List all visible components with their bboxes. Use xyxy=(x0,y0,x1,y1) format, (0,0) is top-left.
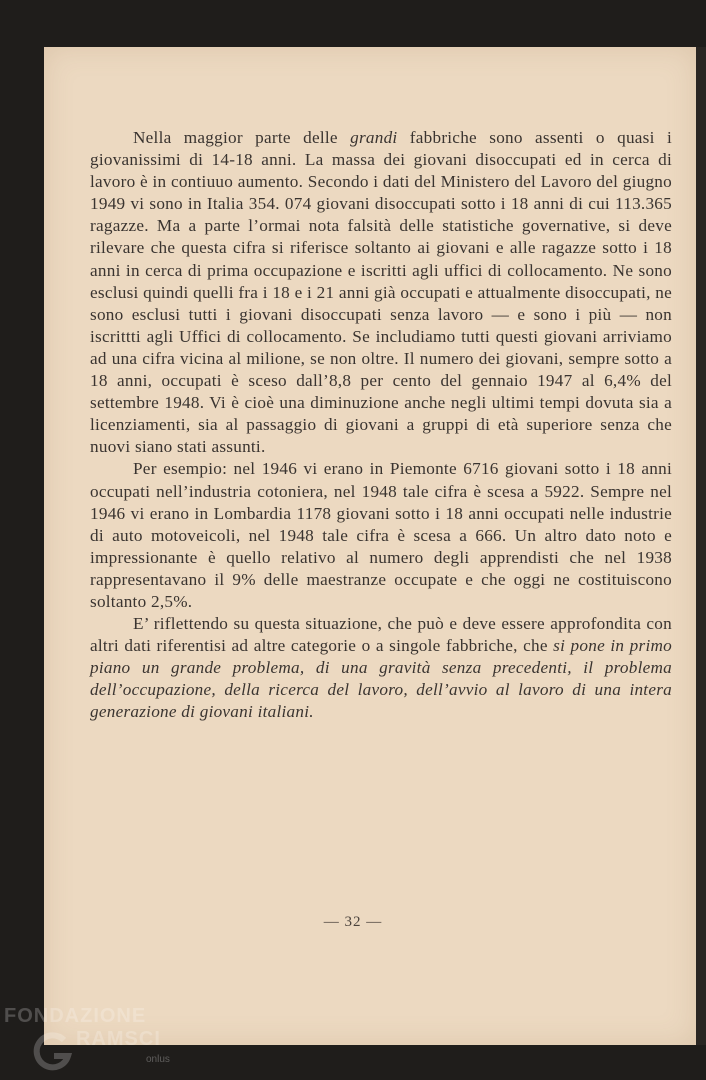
body-text xyxy=(90,127,672,724)
watermark-line1: FONDAZIONE xyxy=(4,1005,147,1027)
page-number: — 32 — xyxy=(323,914,383,930)
fondazione-logo-icon xyxy=(30,1030,74,1074)
paragraph-3 xyxy=(90,613,672,723)
paragraph-2: Per esempio: nel 1946 vi erano in Piemonte 6716 giovani sotto i 18 anni occupati nell’industria cotoniera, nel 1948 tale cifra è scesa a 5922. Sempre nel 1946 vi erano in Lombardia 1178 giovani sotto i 18 anni occupati nelle industrie di auto motoveicoli, nel 1948 tale cifra è scesa a 666. Un altro dato noto e impressionante è quello relativo al numero degli apprendisti che nel 1938 rappresentavano il 9% delle maestranze occupate e che oggi ne costituiscono soltanto 2,5%. xyxy=(90,459,672,611)
emphasis-grandi: grandi xyxy=(350,128,398,147)
watermark-onlus: onlus xyxy=(146,1054,170,1065)
paragraph-3-plain: E’ riflettendo su questa situazione, che può e deve essere approfondita con altri dati riferentisi ad altre categorie o a singole fabbriche, che xyxy=(90,614,672,656)
page-edge xyxy=(696,47,706,1045)
paragraph-3-italic: si pone in primo piano un grande problema, di una gravità senza precedenti, il problema dell’occupazione, della ricerca del lavoro, dell’avvio al lavoro di una intera generazione di giovani italiani. xyxy=(90,636,672,722)
paragraph-1 xyxy=(90,127,672,458)
paragraph-1-rest: fabbriche sono assenti o quasi i giovanissimi di 14-18 anni. La massa dei giovani disoccupati ed in cerca di lavoro è in contiuuo aumento. Secondo i dati del Ministero del Lavoro del giugno 1949 vi sono in Italia 354. 074 giovani disoccupati sotto i 18 anni di cui 113.365 ragazze. Ma a parte l’ormai nota falsità delle statistiche governative, si deve rilevare che questa cifra si riferisce soltanto ai giovani e alle ragazze sotto i 18 anni in cerca di prima occupazione e iscritti agli uffici di collocamento. Ne sono esclusi quindi quelli fra i 18 e i 21 anni già occupati e attualmente disoccupati, ne sono esclusi tutti i giovani disoccupati senza lavoro — e sono i più — non iscrittti agli Uffici di collocamento. Se includiamo tutti questi giovani arriviamo ad una cifra vicina al milione, se non oltre. Il numero dei giovani, sempre sotto a 18 anni, occupati è sceso dall’8,8 per cento del gennaio 1947 al 6,4% del settembre 1948. Vi è cioè una diminuzione anche negli ultimi tempi dovuta sia a licenziamenti, sia al passaggio di giovani a gruppi di età superiore senza che nuovi siano stati assunti. xyxy=(90,128,672,457)
paragraph-1-intro: Nella maggior parte delle xyxy=(133,128,351,147)
watermark-line2: RAMSCI xyxy=(76,1028,161,1050)
